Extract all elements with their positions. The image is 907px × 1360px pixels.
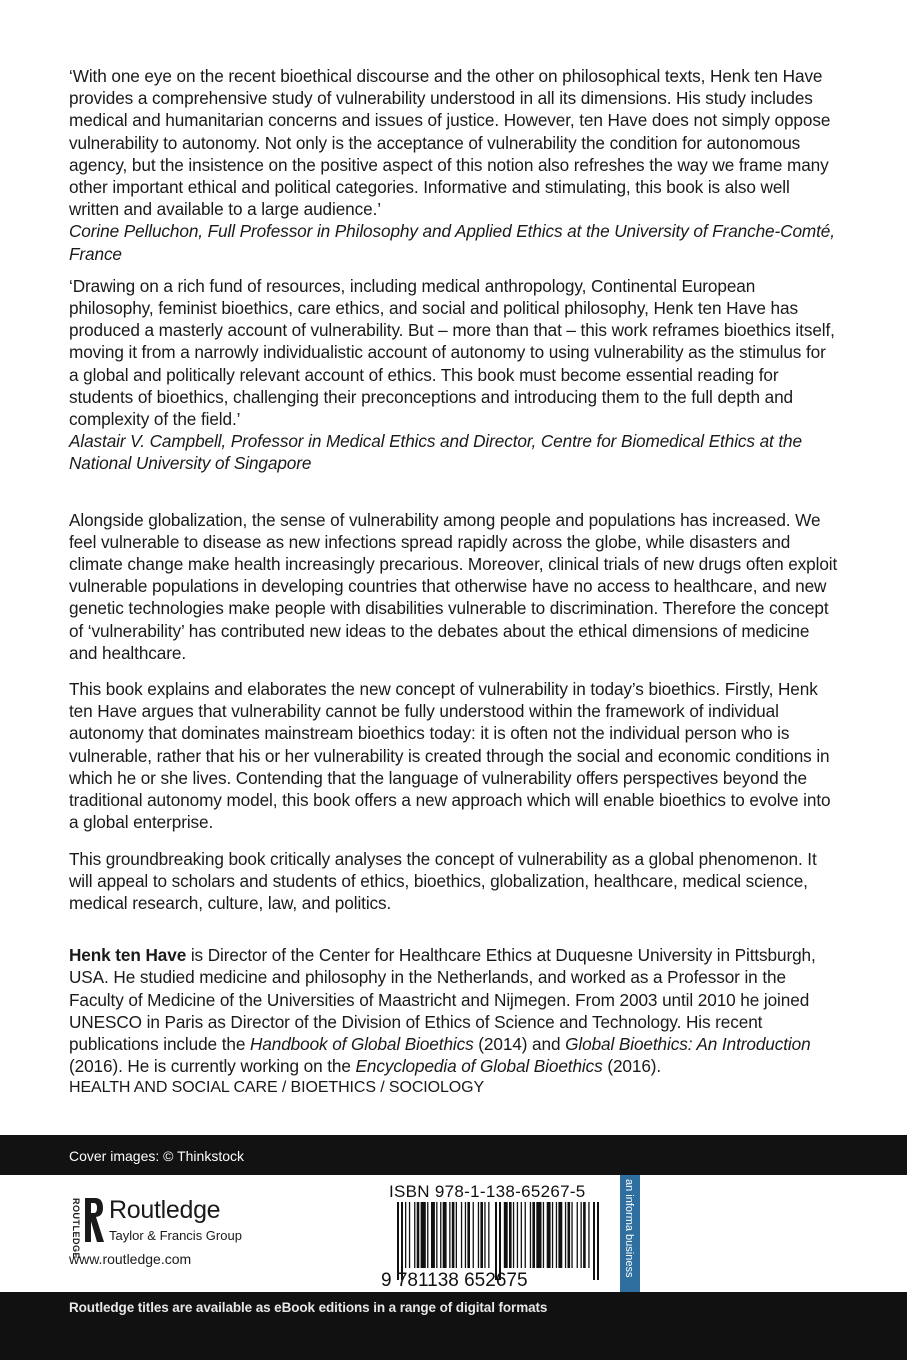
routledge-r-icon [83, 1196, 105, 1244]
bio-text-1: is Director of the Center for Healthcare Ethics at Duquesne University in Pittsburgh, USA. He studied medicine and philosophy in the Netherlands, and worked as a Professor in the Faculty of Medicine of the Universities of Maastricht and Nijmegen. From 2003 until 2010 he joined UNESCO in Paris as Director of the Division of Ethics of Science and Technology. His recent publications include the [69, 945, 816, 1054]
bio-text-4: (2016). [602, 1056, 662, 1077]
review-quote-2: ‘Drawing on a rich fund of resources, including medical anthropology, Continental European philosophy, feminist bioethics, care ethics, and social and political philosophy, Henk ten Have has produced a masterly account of vulnerability. But – more than that – this work reframes bioethics itself, moving it from a narrowly individualistic account of autonomy to using vulnerability as the stimulus for a global and politically relevant account of ethics. This book must become essential reading for students of bioethics, challenging their preconceptions and introducing them to the full depth and complexity of the field.’ [69, 275, 835, 430]
book-description [69, 509, 839, 914]
informa-text: an informa business [623, 1179, 635, 1278]
bio-text-2: (2014) and [473, 1033, 566, 1054]
back-cover-text [69, 65, 839, 1100]
informa-tag [620, 1175, 640, 1292]
publisher-website: www.routledge.com [69, 1251, 192, 1267]
author-bio [69, 944, 839, 1077]
logo-vertical-wordmark: ROUTLEDGE [71, 1198, 81, 1260]
ebook-notice: Routledge titles are available as eBook editions in a range of digital formats [69, 1300, 548, 1315]
bio-title-2: Global Bioethics: An Introduction [565, 1033, 811, 1054]
bio-text-3: (2016). He is currently working on the [69, 1056, 356, 1077]
bio-title-3: Encyclopedia of Global Bioethics [355, 1056, 603, 1077]
review-attribution-1: Corine Pelluchon, Full Professor in Philosophy and Applied Ethics at the University of Franche-Comté, France [69, 221, 835, 264]
barcode-digits: 9 781138 652675 [381, 1270, 528, 1291]
publisher-name: Routledge [109, 1196, 221, 1224]
barcode-icon [379, 1202, 615, 1292]
description-paragraph-1: Alongside globalization, the sense of vulnerability among people and populations has increased. We feel vulnerable to disease as new infections spread rapidly across the globe, while disasters and climate change make health increasingly precarious. Moreover, clinical trials of new drugs often exploit vulnerable populations in developing countries that otherwise have no access to healthcare, and new genetic technologies make people with disabilities vulnerable to discrimination. Therefore the concept of ‘vulnerability’ has contributed new ideas to the debates about the ethical dimensions of medicine and healthcare. [69, 509, 838, 663]
isbn-label: ISBN 978-1-138-65267-5 [389, 1182, 586, 1201]
description-paragraph-2: This book explains and elaborates the new concept of vulnerability in today’s bioethics. Firstly, Henk ten Have argues that vulnerability cannot be fully understood within the framework of individual autonomy that dominates mainstream bioethics today: it is often not the individual person who is vulnerable, rather that his or her vulnerability is created through the social and economic conditions in which he or she lives. Contending that the language of vulnerability offers perspectives beyond the traditional autonomy model, this book offers a new approach which will enable bioethics to evolve into a global enterprise. [69, 679, 831, 833]
review-quote-1: ‘With one eye on the recent bioethical discourse and the other on philosophical texts, Henk ten Have provides a comprehensive study of vulnerability understood in all its dimensions. His study includes medical and humanitarian concerns and issues of justice. However, ten Have does not simply oppose vulnerability to autonomy. Not only is the acceptance of vulnerability the condition for autonomous agency, but the insistence on the positive aspect of this notion also refreshes the way we frame many other important ethical and political categories. Informative and stimulating, this book is also well written and available to a large audience.’ [69, 66, 831, 220]
review-attribution-2: Alastair V. Campbell, Professor in Medical Ethics and Director, Centre for Biomedical Ethics at the National University of Singapore [69, 431, 802, 474]
description-paragraph-3: This groundbreaking book critically analyses the concept of vulnerability as a global phenomenon. It will appeal to scholars and students of ethics, bioethics, globalization, healthcare, medical science, medical research, culture, law, and politics. [69, 848, 817, 913]
cover-credit: Cover images: © Thinkstock [69, 1148, 245, 1164]
publisher-group: Taylor & Francis Group [109, 1228, 242, 1243]
author-name: Henk ten Have [69, 945, 187, 966]
subject-categories: HEALTH AND SOCIAL CARE / BIOETHICS / SOCIOLOGY [69, 1079, 485, 1097]
bio-title-1: Handbook of Global Bioethics [249, 1033, 474, 1054]
